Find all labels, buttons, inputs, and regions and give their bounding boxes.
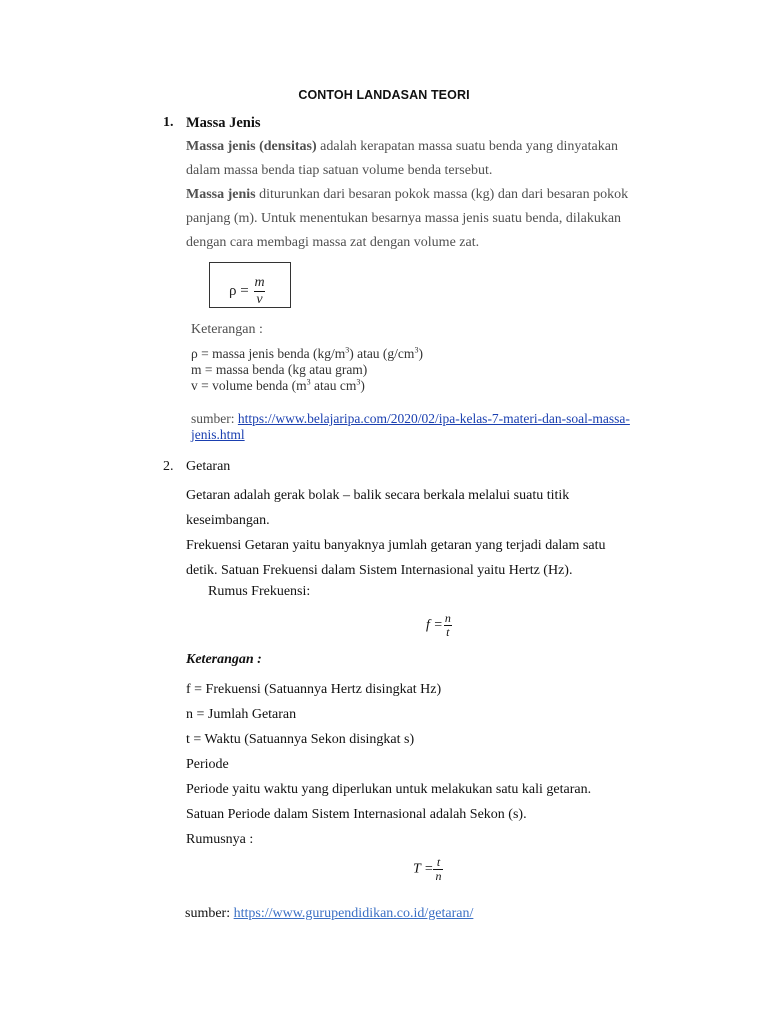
frequency-fraction [443, 612, 453, 639]
ket-m: m = massa benda (kg atau gram) [191, 362, 368, 377]
density-formula-box [209, 262, 291, 308]
section-1-keterangan-label: Keterangan : [191, 322, 263, 337]
rumusnya-label: Rumusnya : [186, 832, 254, 847]
definition-line-1-text: Massa jenis (densitas) adalah kerapatan massa suatu benda yang dinyatakan [186, 139, 618, 154]
section-1-number: 1. [163, 115, 174, 130]
ket-t: t = Waktu (Satuannya Sekon disingkat s) [186, 732, 415, 747]
rumus-frekuensi-label: Rumus Frekuensi: [208, 584, 311, 599]
frekuensi-line-1: Frekuensi Getaran yaitu banyaknya jumlah getaran yang terjadi dalam satu [186, 538, 606, 553]
frequency-formula [426, 612, 453, 639]
getaran-definition [186, 483, 674, 583]
source-link-line-2[interactable]: jenis.html [191, 427, 245, 442]
density-denominator: v [256, 292, 263, 307]
ket-f: f = Frekuensi (Satuannya Hertz disingkat Hz) [186, 682, 442, 697]
ket-n: n = Jumlah Getaran [186, 707, 297, 722]
frequency-denominator: t [446, 625, 450, 639]
ket-v: v = volume benda ($m^3$ atau $cm^3$) [191, 377, 365, 393]
periode-line-1: Periode yaitu waktu yang diperlukan untuk melakukan satu kali getaran. [186, 782, 592, 797]
frequency-numerator: n [444, 611, 451, 625]
period-denominator: n [435, 869, 442, 883]
period-formula [413, 856, 443, 883]
source-link-line-1[interactable]: https://www.belajaripa.com/2020/02/ipa-kelas-7-materi-dan-soal-massa- [237, 411, 630, 426]
derivation-line-1: Massa jenis diturunkan dari besaran pokok massa (kg) dan dari besaran pokok [186, 187, 629, 202]
section-2-heading: Getaran [186, 459, 231, 474]
frekuensi-line-2: detik. Satuan Frekuensi dalam Sistem Internasional yaitu Hertz (Hz). [186, 563, 573, 578]
massa-jenis-definition [186, 135, 674, 255]
section-2-keterangan-label: Keterangan : [186, 652, 262, 667]
section-2-keterangan-list [186, 677, 441, 777]
getaran-line-2: keseimbangan. [186, 513, 270, 528]
definition-line-1 [186, 135, 674, 159]
source-label: sumber: [191, 411, 235, 426]
getaran-line-1: Getaran adalah gerak bolak – balik secara berkala melalui suatu titik [186, 488, 570, 503]
derivation-line-3: dengan cara membagi massa zat dengan volume zat. [186, 235, 480, 250]
section-2-source [185, 906, 473, 922]
density-fraction [252, 275, 266, 308]
source-2-label: sumber: [185, 906, 231, 921]
period-formula-lhs: T = [413, 861, 434, 877]
section-1-heading: Massa Jenis [186, 115, 261, 131]
density-numerator: m [254, 275, 265, 290]
period-numerator: t [436, 855, 441, 869]
source-2-link[interactable]: https://www.gurupendidikan.co.id/getaran/ [233, 906, 474, 921]
periode-heading: Periode [186, 757, 229, 772]
section-1-keterangan-list [191, 346, 423, 394]
density-formula [229, 275, 267, 308]
frequency-formula-lhs: f = [426, 617, 443, 633]
period-fraction [433, 856, 443, 883]
definition-line-2: dalam massa benda tiap satuan volume benda tersebut. [186, 163, 493, 178]
section-2-number: 2. [163, 459, 174, 474]
section-1-source [191, 411, 630, 443]
density-formula-lhs: ρ = [229, 283, 249, 299]
periode-definition [186, 777, 674, 852]
derivation-line-2: panjang (m). Untuk menentukan besarnya massa jenis suatu benda, dilakukan [186, 211, 622, 226]
document-title: CONTOH LANDASAN TEORI [298, 88, 470, 102]
ket-rho: ρ = massa jenis benda $(kg/m^3)$ atau $(g/cm^3)$ [191, 345, 423, 361]
periode-line-2: Satuan Periode dalam Sistem Internasional adalah Sekon (s). [186, 807, 527, 822]
